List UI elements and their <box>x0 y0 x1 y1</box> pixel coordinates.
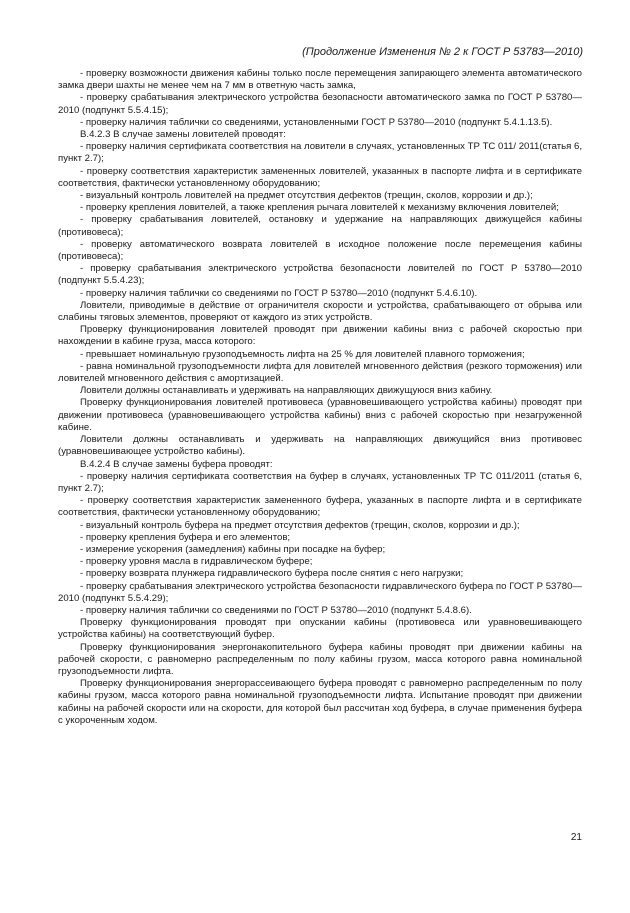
paragraph: - проверку автоматического возврата ловителей в исходное положение после перемещения кабины (противовеса); <box>58 238 582 263</box>
paragraph: Ловители должны останавливать и удерживать на направляющих движущуюся вниз кабину. <box>80 385 493 397</box>
page-number: 21 <box>570 832 582 843</box>
paragraph: - проверку наличия таблички со сведениями по ГОСТ Р 53780—2010 (подпункт 5.4.8.6). <box>80 604 472 616</box>
section-heading: В.4.2.4 В случае замены буфера проводят: <box>80 458 273 470</box>
paragraph: Проверку функционирования ловителей проводят при движении кабины вниз с рабочей скоростью при нахождении в кабине груза, масса которого: <box>58 324 582 348</box>
paragraph: - проверку срабатывания электрического устройства безопасности ловителей по ГОСТ Р 53780—2010 (подпункт 5.5.4.23); <box>58 263 582 287</box>
paragraph: Ловители должны останавливать и удерживать на направляющих движущийся вниз противовес (уравновешивающее устройство кабины). <box>58 434 582 458</box>
paragraph: Проверку функционирования ловителей противовеса (уравновешивающего устройства кабины) проводят при движении противовеса (уравновешивающего устройства кабины) вниз с рабочей скоростью при незагруженной кабине. <box>58 397 582 433</box>
paragraph: - проверку наличия сертификата соответствия на ловители в случаях, установленных ТР ТС 011/ 2011(статья 6, пункт 2.7); <box>58 141 582 165</box>
paragraph: - проверку возврата плунжера гидравлического буфера после снятия с него нагрузки; <box>80 568 464 580</box>
body-text <box>58 68 582 727</box>
paragraph: Ловители, приводимые в действие от ограничителя скорости и устройства, срабатывающего от обрыва или слабины тяговых элементов, проверяют от каждого из этих устройств. <box>58 299 582 324</box>
paragraph: - визуальный контроль буфера на предмет отсутствия дефектов (трещин, сколов, коррозии и др.); <box>80 519 520 531</box>
paragraph: - проверку наличия таблички со сведениями, установленными ГОСТ Р 53780—2010 (подпункт 5.4.1.13.5). <box>80 116 553 128</box>
paragraph: - проверку соответствия характеристик замененного буфера, указанных в паспорте лифта и в сертификате соответствия, фактически установленному оборудованию; <box>58 495 582 519</box>
paragraph: - проверку наличия сертификата соответствия на буфер в случаях, установленных ТР ТС 011/2011 (статья 6, пункт 2.7); <box>58 470 582 494</box>
paragraph: - проверку срабатывания электрического устройства безопасности автоматического замка по ГОСТ Р 53780—2010 (подпункт 5.5.4.15); <box>58 92 582 116</box>
paragraph: - проверку срабатывания электрического устройства безопасности гидравлического буфера по ГОСТ Р 53780—2010 (подпункт 5.5.4.29); <box>58 580 582 604</box>
paragraph: - проверку крепления ловителей, а также крепления рычага ловителей к механизму включения ловителей; <box>80 202 559 214</box>
section-heading: В.4.2.3 В случае замены ловителей проводят: <box>80 129 286 141</box>
paragraph: - проверку срабатывания ловителей, остановку и удержание на направляющих движущейся кабины (противовеса); <box>58 214 582 238</box>
paragraph: Проверку функционирования проводят при опускании кабины (противовеса или уравновешивающего устройства кабины) на соответствующий буфер. <box>58 617 582 641</box>
paragraph: - проверку возможности движения кабины только после перемещения запирающего элемента автоматического замка двери шахты не менее чем на 7 мм в ответную часть замка, <box>58 68 582 92</box>
paragraph: - проверку соответствия характеристик замененных ловителей, указанных в паспорте лифта и в сертификате соответствия, фактически установленному оборудованию; <box>58 165 582 189</box>
paragraph: Проверку функционирования энергорассеивающего буфера проводят с равномерно распределенным по полу кабины грузом, масса которого равна номинальной грузоподъемности лифта. Испытание проводят при движении кабины на рабочей скорости или на скорости, для которой был рассчитан ход буфера, в случае применения буфера с укороченным ходом. <box>58 678 582 726</box>
paragraph: - измерение ускорения (замедления) кабины при посадке на буфер; <box>80 543 386 555</box>
paragraph: - проверку наличия таблички со сведениями по ГОСТ Р 53780—2010 (подпункт 5.4.6.10). <box>80 287 478 299</box>
paragraph: - равна номинальной грузоподъемности лифта для ловителей мгновенного действия (резкого торможения) или ловителей мгновенного действия с амортизацией. <box>58 360 582 385</box>
paragraph: - проверку уровня масла в гидравлическом буфере; <box>80 556 313 568</box>
paragraph: - превышает номинальную грузоподъемность лифта на 25 % для ловителей плавного торможения; <box>80 348 525 360</box>
paragraph: Проверку функционирования энергонакопительного буфера кабины проводят при движении кабины на рабочей скорости, с равномерно распределенным по полу кабины грузом, масса которого равна номинальной грузоподъемности лифта. <box>58 641 582 677</box>
paragraph: - визуальный контроль ловителей на предмет отсутствия дефектов (трещин, сколов, коррозии и др.); <box>80 190 533 202</box>
running-header: (Продолжение Изменения № 2 к ГОСТ Р 53783—2010) <box>302 46 583 58</box>
paragraph: - проверку крепления буфера и его элементов; <box>80 531 291 543</box>
